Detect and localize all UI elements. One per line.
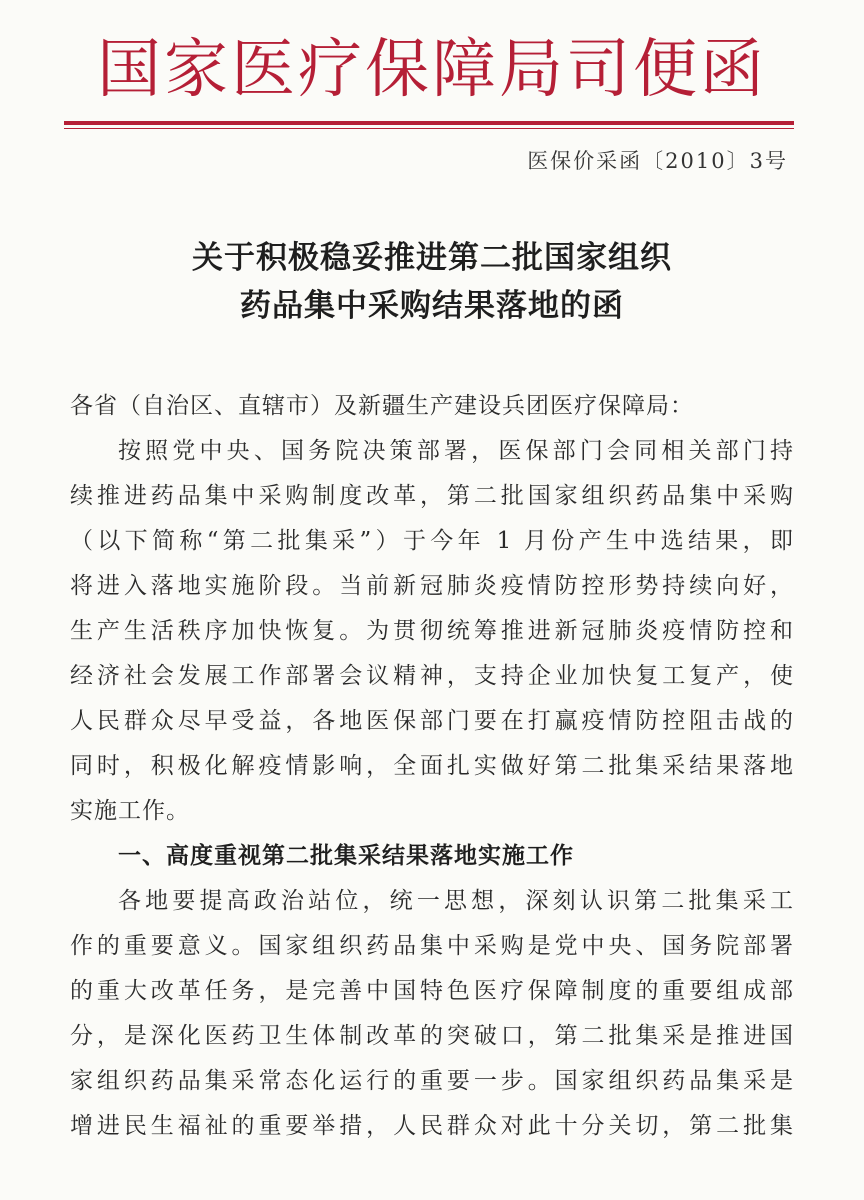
paragraph-2-line-2: 作的重要意义。国家组织药品集中采购是党中央、国务院部署 (70, 933, 794, 959)
letterhead-title: 国家医疗保障局司便函 (97, 33, 767, 107)
document-number: 医保价采函〔2010〕3号 (527, 149, 788, 173)
paragraph-2-line-6: 增进民生福祉的重要举措，人民群众对此十分关切，第二批集 (70, 1113, 794, 1139)
paragraph-1-line-6: 经济社会发展工作部署会议精神，支持企业加快复工复产，使 (70, 663, 794, 689)
document-title-line-2: 药品集中采购结果落地的函 (240, 288, 624, 324)
paragraph-1-line-9: 实施工作。 (70, 798, 190, 824)
paragraph-1-line-1: 按照党中央、国务院决策部署，医保部门会同相关部门持 (118, 438, 794, 464)
letterhead-rule-thin (64, 128, 794, 129)
paragraph-2-line-4: 分，是深化医药卫生体制改革的突破口，第二批集采是推进国 (70, 1023, 794, 1049)
paragraph-1-line-2: 续推进药品集中采购制度改革，第二批国家组织药品集中采购 (70, 483, 794, 509)
paragraph-2-line-5: 家组织药品集采常态化运行的重要一步。国家组织药品集采是 (70, 1068, 794, 1094)
section-1-heading: 一、高度重视第二批集采结果落地实施工作 (118, 843, 574, 869)
document-title-line-1: 关于积极稳妥推进第二批国家组织 (192, 240, 672, 276)
paragraph-1-line-3: （以下简称“第二批集采”）于今年 1 月份产生中选结果，即 (70, 528, 794, 554)
paragraph-1-line-4: 将进入落地实施阶段。当前新冠肺炎疫情防控形势持续向好， (70, 573, 794, 599)
paragraph-2-line-3: 的重大改革任务，是完善中国特色医疗保障制度的重要组成部 (70, 978, 794, 1004)
paragraph-1-line-5: 生产生活秩序加快恢复。为贯彻统筹推进新冠肺炎疫情防控和 (70, 618, 794, 644)
paragraph-1-line-7: 人民群众尽早受益，各地医保部门要在打赢疫情防控阻击战的 (70, 708, 794, 734)
paragraph-1-line-8: 同时，积极化解疫情影响，全面扎实做好第二批集采结果落地 (70, 753, 794, 779)
letterhead-rule-thick (64, 121, 794, 125)
paragraph-2-line-1: 各地要提高政治站位，统一思想，深刻认识第二批集采工 (118, 888, 794, 914)
addressee-line: 各省（自治区、直辖市）及新疆生产建设兵团医疗保障局： (70, 393, 694, 419)
